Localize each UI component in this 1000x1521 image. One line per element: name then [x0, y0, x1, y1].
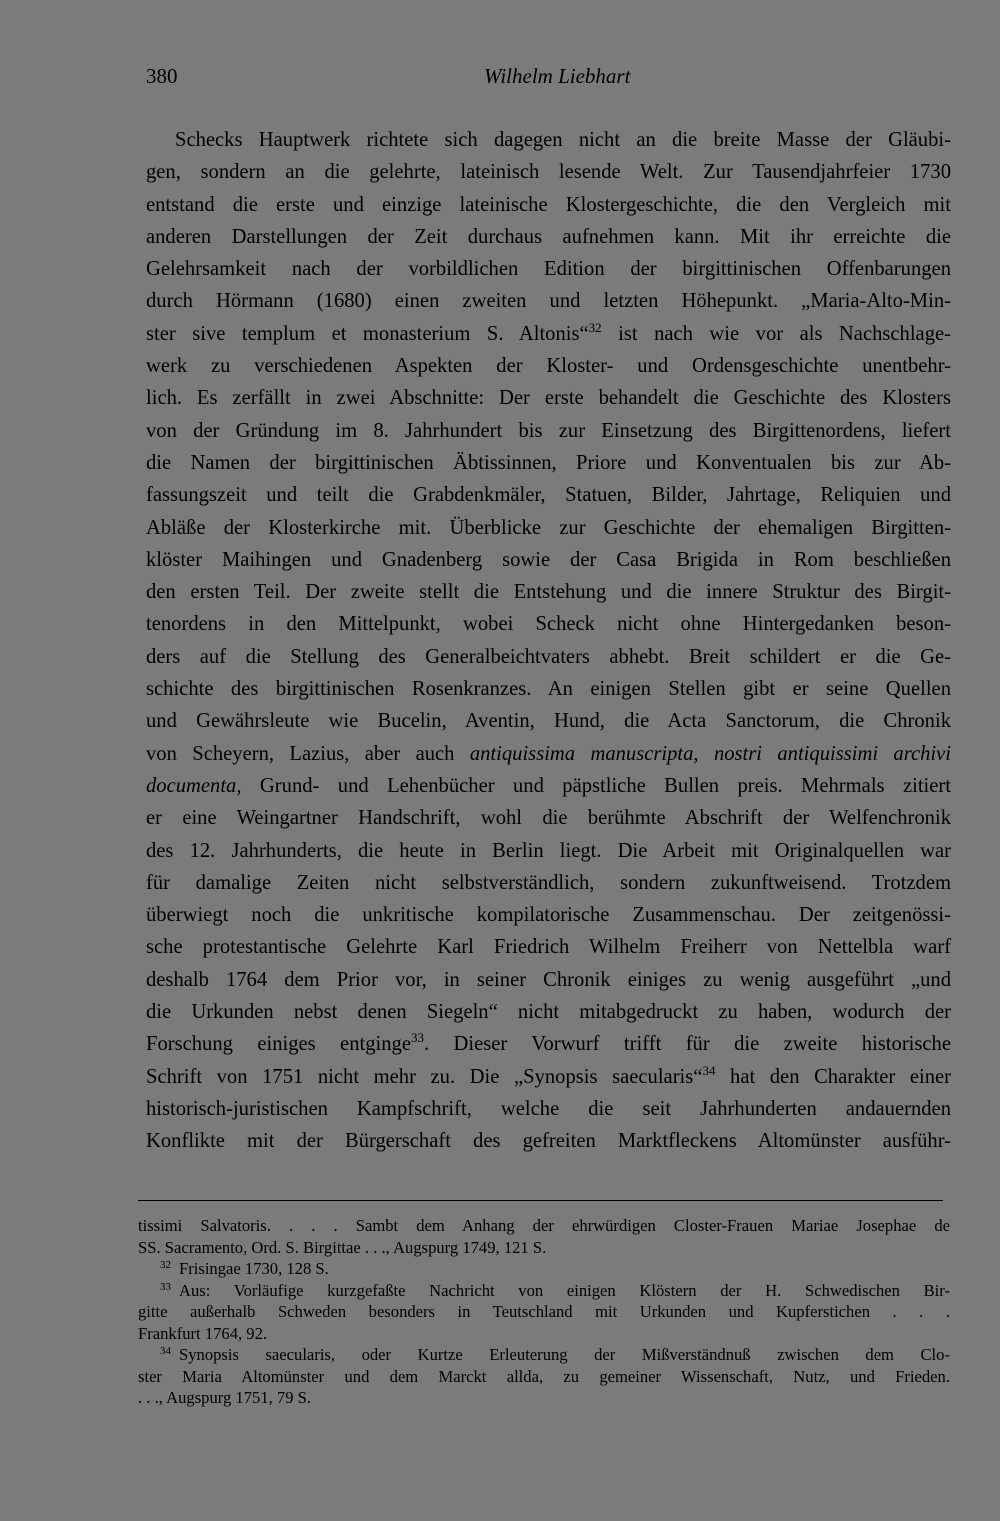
text-line: Schecks Hauptwerk richtete sich dagegen nicht an die breite Masse der Gläubi- — [175, 129, 951, 151]
italic-span: documenta, — [146, 774, 242, 797]
footnote-line: Frankfurt 1764, 92. — [138, 1323, 268, 1343]
footnote-line: tissimi Salvatoris. . . . Sambt dem Anhang der ehrwürdigen Closter-Frauen Mariae Josephae de — [138, 1216, 950, 1235]
text-line: lich. Es zerfällt in zwei Abschnitte: Der erste behandelt die Geschichte des Klosters — [146, 387, 951, 410]
text-line: anderen Darstellungen der Zeit durchaus aufnehmen kann. Mit ihr erreichte die — [146, 225, 951, 248]
text-span: von Scheyern, Lazius, aber auch — [146, 742, 470, 765]
text-line: er eine Weingartner Handschrift, wohl die berühmte Abschrift der Welfenchronik — [146, 807, 951, 830]
footnote-text: Frisingae 1730, 128 S. — [179, 1259, 329, 1278]
text-span: Grund- und Lehenbücher und päpstliche Bullen preis. Mehrmals zitiert — [241, 774, 951, 797]
text-line: des 12. Jahrhunderts, die heute in Berlin liegt. Die Arbeit mit Originalquellen war — [146, 839, 951, 862]
text-span: ster sive templum et monasterium S. Altonis“ — [146, 322, 589, 345]
text-line — [146, 1028, 951, 1060]
text-line: ders auf die Stellung des Generalbeichtvaters abhebt. Breit schildert er die Ge- — [146, 645, 951, 668]
text-line — [146, 318, 951, 350]
text-span: Forschung einiges entginge — [146, 1033, 411, 1056]
italic-span: antiquissima manuscripta, nostri antiquissimi archivi — [469, 742, 951, 765]
text-line: und Gewährsleute wie Bucelin, Aventin, Hund, die Acta Sanctorum, die Chronik — [146, 710, 951, 733]
main-paragraph — [146, 124, 951, 1158]
footnote-line: ster Maria Altomünster und dem Marckt allda, zu gemeiner Wissenschaft, Nutz, und Frieden. — [138, 1366, 950, 1386]
text-line: die Urkunden nebst denen Siegeln“ nicht mitabgedruckt zu haben, wodurch der — [146, 1001, 951, 1024]
text-span: Schrift von 1751 nicht mehr zu. Die „Synopsis saecularis“ — [146, 1065, 703, 1088]
text-line: durch Hörmann (1680) einen zweiten und letzten Höhepunkt. „Maria-Alto-Min- — [146, 290, 951, 313]
text-line: deshalb 1764 dem Prior vor, in seiner Chronik einiges zu wenig ausgeführt „und — [146, 968, 951, 991]
text-line: für damalige Zeiten nicht selbstverständlich, sondern zukunftweisend. Trotzdem — [146, 871, 951, 894]
page-number: 380 — [146, 64, 178, 88]
text-line: die Namen der birgittinischen Äbtissinnen, Priore und Konventualen bis zur Ab- — [146, 451, 951, 474]
text-line: entstand die erste und einzige lateinische Klostergeschichte, die den Vergleich mit — [146, 193, 951, 216]
text-line: Gelehrsamkeit nach der vorbildlichen Edition der birgittinischen Offenbarungen — [146, 258, 951, 281]
text-span: hat den Charakter einer — [715, 1065, 951, 1088]
text-span: ist nach wie vor als Nachschlage- — [601, 322, 951, 345]
text-line: klöster Maihingen und Gnadenberg sowie der Casa Brigida in Rom beschließen — [146, 548, 951, 571]
text-line: fassungszeit und teilt die Grabdenkmäler, Statuen, Bilder, Jahrtage, Reliquien und — [146, 484, 951, 507]
text-line: Abläße der Klosterkirche mit. Überblicke zur Geschichte der ehemaligen Birgitten- — [146, 516, 951, 539]
text-line — [146, 770, 951, 802]
text-line: gen, sondern an die gelehrte, lateinisch lesende Welt. Zur Tausendjahrfeier 1730 — [146, 161, 951, 184]
text-line: schichte des birgittinischen Rosenkranzes. An einigen Stellen gibt er seine Quellen — [146, 678, 951, 701]
text-line: werk zu verschiedenen Aspekten der Kloster- und Ordensgeschichte unentbehr- — [146, 355, 951, 378]
footnote-34 — [138, 1344, 950, 1366]
footnote-33 — [138, 1280, 950, 1302]
footnote-ref-33: 33 — [410, 1030, 424, 1046]
text-line: sche protestantische Gelehrte Karl Friedrich Wilhelm Freiherr von Nettelbla warf — [146, 936, 951, 959]
footnote-line: SS. Sacramento, Ord. S. Birgittae . . ., Augspurg 1749, 121 S. — [138, 1237, 547, 1257]
running-head: Wilhelm Liebhart — [484, 64, 631, 88]
text-line: überwiegt noch die unkritische kompilatorische Zusammenschau. Der zeitgenössi- — [146, 904, 951, 927]
text-line: von der Gründung im 8. Jahrhundert bis zur Einsetzung des Birgittenordens, liefert — [146, 419, 951, 442]
footnote-ref-32: 32 — [588, 319, 602, 335]
text-span: . Dieser Vorwurf trifft für die zweite historische — [423, 1033, 951, 1056]
text-line — [146, 738, 951, 770]
footnote-line: . . ., Augspurg 1751, 79 S. — [138, 1388, 312, 1407]
text-line: historisch-juristischen Kampfschrift, welche die seit Jahrhunderten andauernden — [146, 1097, 951, 1120]
page-header — [146, 64, 946, 96]
footnote-number: 33 — [160, 1280, 171, 1293]
footnote-number: 34 — [160, 1345, 171, 1357]
text-line: den ersten Teil. Der zweite stellt die Entstehung und die innere Struktur des Birgit- — [146, 581, 951, 604]
text-line — [146, 1061, 951, 1093]
footnote-number: 32 — [160, 1259, 171, 1271]
footnotes — [138, 1215, 950, 1409]
text-line: Konflikte mit der Bürgerschaft des gefreiten Marktfleckens Altomünster ausführ- — [146, 1130, 951, 1153]
text-line: tenordens in den Mittelpunkt, wobei Scheck nicht ohne Hintergedanken beson- — [146, 613, 951, 636]
footnote-ref-34: 34 — [702, 1062, 716, 1078]
footnote-line: gitte außerhalb Schweden besonders in Teutschland mit Urkunden und Kupferstichen . . . — [138, 1302, 950, 1321]
footnote-text: Aus: Vorläufige kurzgefaßte Nachricht von einigen Klöstern der H. Schwedischen Bir- — [179, 1280, 950, 1300]
footnote-divider — [138, 1200, 943, 1201]
footnote-text: Synopsis saecularis, oder Kurtze Erleuterung der Mißverständnuß zwischen dem Clo- — [179, 1345, 950, 1364]
footnote-32 — [138, 1258, 950, 1280]
